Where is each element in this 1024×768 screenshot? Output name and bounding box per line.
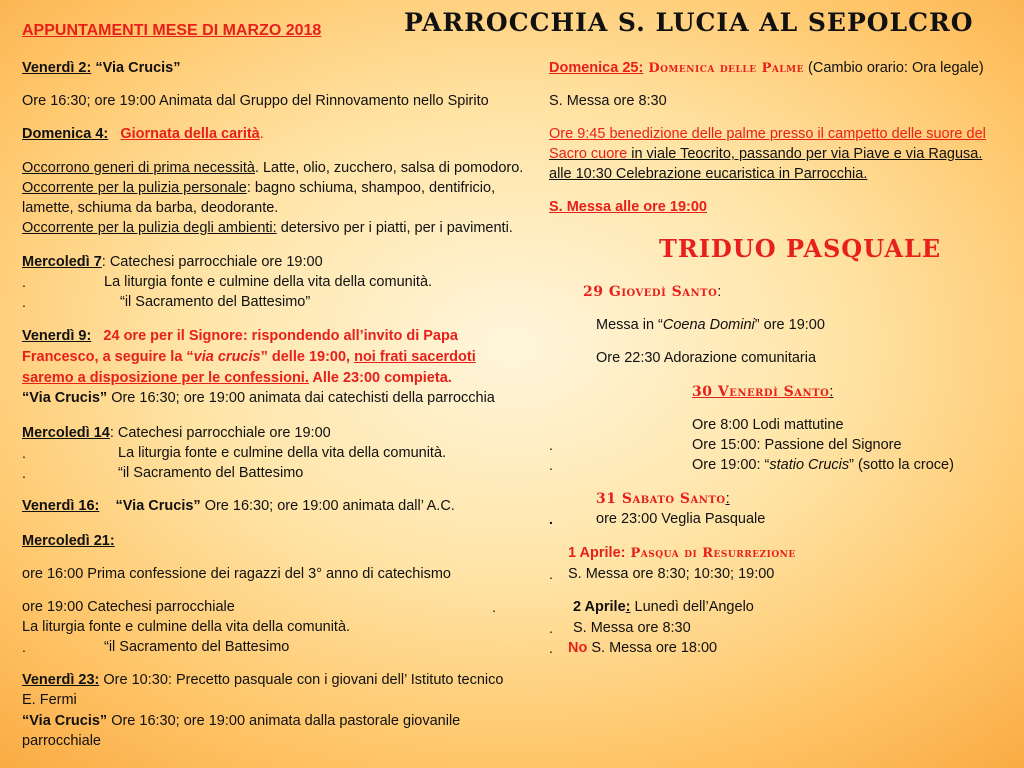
dom25-line-4: Sacro cuore in viale Teocrito, passando per via Piave e via Ragusa.	[549, 146, 983, 162]
event-domenica-4: Domenica 4: Giornata della carità.	[22, 126, 264, 142]
bullet-dot: .	[549, 511, 553, 527]
ven23-line-3: “Via Crucis” Ore 16:30; ore 19:00 animata dalla pastorale giovanile	[22, 713, 461, 729]
event-domenica-25: Domenica 25: Domenica delle Palme (Cambio orario: Ora legale)	[549, 60, 984, 76]
giovedi-line-1: Messa in “Coena Domini” ore 19:00	[596, 317, 825, 333]
event-1-aprile: 1 Aprile: Pasqua di Resurrezione	[568, 545, 796, 561]
mer21-line-2: ore 19:00 Catechesi parrocchiale	[22, 599, 235, 615]
bullet-dot: .	[22, 639, 26, 655]
mer14-line-2: La liturgia fonte e culmine della vita della comunità.	[118, 445, 447, 461]
mer21-line-3: La liturgia fonte e culmine della vita della comunità.	[22, 619, 351, 635]
mer7-line-2: La liturgia fonte e culmine della vita della comunità.	[104, 274, 433, 290]
bullet-dot: .	[22, 465, 26, 481]
venerdi-santo-line-2: Ore 15:00: Passione del Signore	[692, 437, 902, 453]
ven23-line-4: parrocchiale	[22, 733, 101, 749]
carita-line-3: lamette, schiuma da barba, deodorante.	[22, 200, 279, 216]
mer7-line-3: “il Sacramento del Battesimo”	[120, 294, 311, 310]
parish-title: PARROCCHIA S. LUCIA AL SEPOLCRO	[404, 8, 974, 37]
carita-line-1: Occorrono generi di prima necessità. Latte, olio, zucchero, salsa di pomodoro.	[22, 160, 524, 176]
apr2-line-1: S. Messa ore 8:30	[573, 620, 691, 636]
event-mercoledi-7: Mercoledì 7: Catechesi parrocchiale ore 19:00	[22, 254, 323, 270]
mer14-line-3: “il Sacramento del Battesimo	[118, 465, 304, 481]
apr1-line-1: S. Messa ore 8:30; 10:30; 19:00	[568, 566, 775, 582]
venerdi-santo-line-3: Ore 19:00: “statio Crucis” (sotto la croce)	[692, 457, 954, 473]
event-venerdi-23: Venerdì 23: Ore 10:30: Precetto pasquale con i giovani dell’ Istituto tecnico	[22, 672, 504, 688]
event-venerdi-16: Venerdì 16: “Via Crucis” Ore 16:30; ore 19:00 animata dall’ A.C.	[22, 498, 455, 514]
ven9-line-2: Francesco, a seguire la “via crucis” delle 19:00, noi frati sacerdoti	[22, 349, 476, 365]
dom25-line-3: Ore 9:45 benedizione delle palme presso il campetto delle suore del	[549, 126, 986, 142]
ven9-line-3: saremo a disposizione per le confessioni. Alle 23:00 compieta.	[22, 370, 452, 386]
triduo-title: TRIDUO PASQUALE	[659, 234, 942, 263]
sabato-santo-title: 31 Sabato Santo:	[596, 491, 730, 507]
carita-line-2: Occorrente per la pulizia personale: bagno schiuma, shampoo, dentifricio,	[22, 180, 496, 196]
event-mercoledi-21: Mercoledì 21:	[22, 533, 115, 549]
ven23-line-2: E. Fermi	[22, 692, 77, 708]
bullet-dot: .	[549, 457, 553, 473]
dom25-line-6: S. Messa alle ore 19:00	[549, 199, 707, 215]
event-venerdi-2: Venerdì 2: “Via Crucis”	[22, 60, 181, 76]
bullet-dot: .	[549, 640, 553, 656]
bullet-dot: .	[492, 599, 496, 615]
bullet-dot: .	[549, 566, 553, 582]
venerdi-santo-title: 30 Venerdì Santo:	[692, 384, 834, 400]
sabato-santo-line-1: ore 23:00 Veglia Pasquale	[596, 511, 766, 527]
carita-line-4: Occorrente per la pulizia degli ambienti: detersivo per i piatti, per i pavimenti.	[22, 220, 513, 236]
bullet-dot: .	[549, 620, 553, 636]
dom25-line-5: alle 10:30 Celebrazione eucaristica in Parrocchia.	[549, 166, 868, 182]
mer21-line-4: “il Sacramento del Battesimo	[104, 639, 290, 655]
event-mercoledi-14: Mercoledì 14: Catechesi parrocchiale ore 19:00	[22, 425, 331, 441]
giovedi-santo-title: 29 Giovedì Santo:	[583, 284, 722, 300]
giovedi-line-2: Ore 22:30 Adorazione comunitaria	[596, 350, 817, 366]
venerdi-santo-line-1: Ore 8:00 Lodi mattutine	[692, 417, 844, 433]
ven9-line-4: “Via Crucis” Ore 16:30; ore 19:00 animata dai catechisti della parrocchia	[22, 390, 495, 406]
bullet-dot: .	[22, 445, 26, 461]
apr2-line-2: No S. Messa ore 18:00	[568, 640, 718, 656]
mer21-line-1: ore 16:00 Prima confessione dei ragazzi del 3° anno di catechismo	[22, 566, 451, 582]
bullet-dot: .	[22, 294, 26, 310]
event-venerdi-2-line: Ore 16:30; ore 19:00 Animata dal Gruppo del Rinnovamento nello Spirito	[22, 93, 489, 109]
event-2-aprile: 2 Aprile: Lunedì dell’Angelo	[573, 599, 754, 615]
dom25-line-2: S. Messa ore 8:30	[549, 93, 667, 109]
month-title: APPUNTAMENTI MESE DI MARZO 2018	[22, 22, 322, 39]
bullet-dot: .	[549, 437, 553, 453]
bullet-dot: .	[22, 274, 26, 290]
event-venerdi-9: Venerdì 9: 24 ore per il Signore: rispondendo all’invito di Papa	[22, 328, 458, 344]
